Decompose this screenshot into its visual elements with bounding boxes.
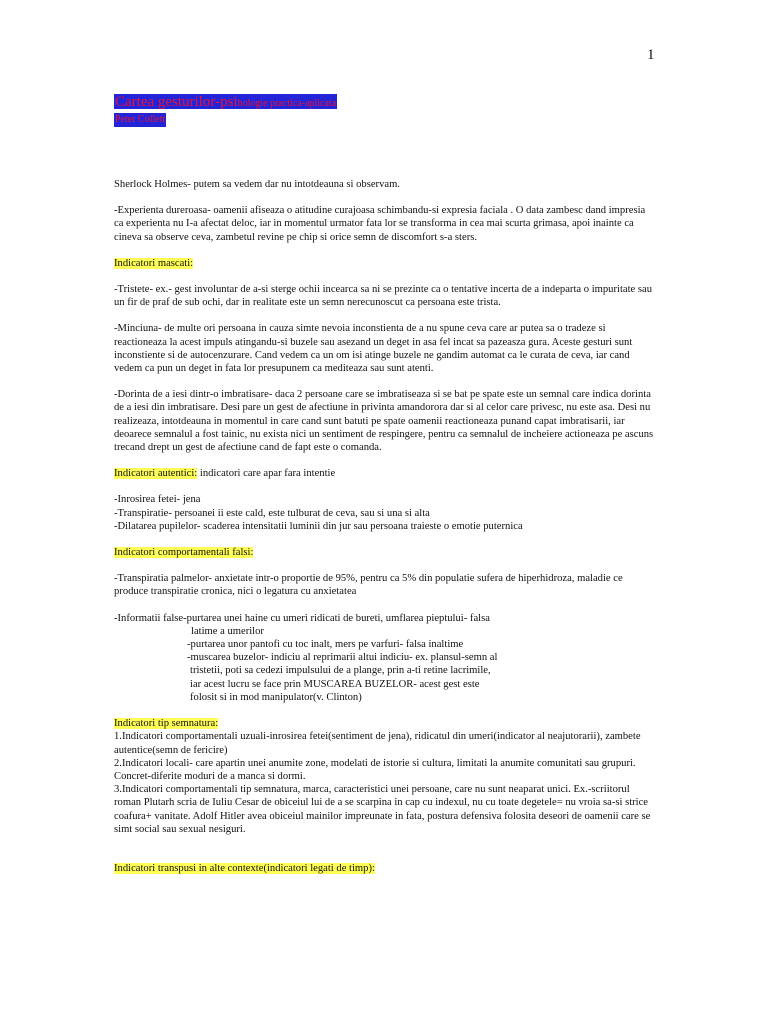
item-dilatarea: -Dilatarea pupilelor- scaderea intensitatii luminii din jur sau persoana traieste o emotie puternica (114, 520, 523, 532)
paragraph-autentici (114, 467, 654, 480)
title-main-small: hologie practica-aplicata (237, 98, 337, 109)
paragraph-experienta: -Experienta dureroasa- oamenii afiseaza o atitudine curajoasa schimbandu-si expresia faciala . O data zambesc dand impresia ca experienta nu I-a afectat deloc, iar in momentul urmator fata lor se transforma in cea mai scurta grimasa, apoi inainte ca cineva sa observe ceva, zambetul revine pe chip si orice semn de discomfort s-a sters. (114, 205, 646, 243)
heading-indicatori-transpusi: Indicatori transpusi in alte contexte(indicatori legati de timp): (114, 862, 375, 874)
item-informatii-3: -purtarea unor pantofi cu toc inalt, mers pe varfuri- falsa inaltime (187, 639, 464, 651)
item-informatii-1: -Informatii false-purtarea unei haine cu umeri ridicati de bureti, umflarea pieptului- falsa (114, 612, 490, 624)
heading-indicatori-autentici: Indicatori autentici: (114, 468, 198, 480)
document-author: Peter Collett (115, 114, 166, 125)
heading-indicatori-falsi: Indicatori comportamentali falsi: (114, 547, 254, 559)
autentici-description: indicatori care apar fara intentie (197, 468, 336, 480)
paragraph-palmelor: -Transpiratia palmelor- anxietate intr-o proportie de 95%, pentru ca 5% din populatie sufera de hiperhidroza, maladie ce produce transpiratie cronica, nici o legatura cu anxietatea (114, 573, 623, 598)
item-informatii-2: latime a umerilor (191, 625, 264, 637)
document-title-block (114, 95, 337, 127)
item-inrosirea: -Inrosirea fetei- jena (114, 494, 201, 506)
item-informatii-7: folosit si in mod manipulator(v. Clinton) (190, 691, 362, 703)
paragraph-minciuna: -Minciuna- de multe ori persoana in cauza simte nevoia inconstienta de a nu spune ceva care ar putea sa o tradeze si reactioneaza la acest impuls atingandu-si buzele sau asezand un deget in asa fel incat sa pazeasza gura. Aceste gesturi sunt inconstiente si de autocenzurare. Cand vedem ca un om isi atinge buzele ne gandim automat ca le curata de ceva, iar cand vedem ca pun un deget in fata lor presupunem ca mediteaza sau sunt atenti. (114, 323, 633, 375)
paragraph-dorinta: -Dorinta de a iesi dintr-o imbratisare- daca 2 persoane care se imbratiseaza si se bat pe spate este un semnal care indica dorinta de a iesi din imbratisare. Desi pare un gest de afectiune in privinta amandorora dar si al celor care privesc, nu este asa. Desi nu realizeaza, intotdeauna in momentul in care cand sunt batuti pe spate oamenii reactioneaza punand capat imbratisarii, iar deoarece semnalul a fost tainic, nu exista nici un sentiment de respingere, pentru ca semnalul de incheiere actioneaza pe ascuns trecand drept un gest de afectiune cand de fapt este o comanda. (114, 389, 654, 454)
item-informatii-6: iar acest lucru se face prin MUSCAREA BUZELOR- acest gest este (190, 678, 480, 690)
page-number: 1 (647, 47, 655, 63)
item-semnatura-2: 2.Indicatori locali- care apartin unei anumite zone, modelati de istorie si cultura, limitati la anumite comunitati sau grupuri. Concret-diferite moduri de a manca si dormi. (114, 757, 636, 782)
title-main-large: Cartea gesturilor-psi (115, 94, 238, 110)
document-body (114, 178, 654, 875)
item-informatii-5: tristetii, poti sa cedezi impulsului de a plange, prin a-ti retine lacrimile, (190, 665, 491, 677)
heading-indicatori-semnatura: Indicatori tip semnatura: (114, 718, 219, 730)
item-informatii-4: -muscarea buzelor- indiciu al reprimarii altui indiciu- ex. plansul-semn al (187, 652, 498, 664)
heading-indicatori-mascati: Indicatori mascati: (114, 257, 194, 269)
item-semnatura-3: 3.Indicatori comportamentali tip semnatura, marca, caracteristici unei persoane, care nu sunt neaparat unici. Ex.-scriitorul roman Plutarh scria de Iuliu Cesar de obiceiul lui de a se scarpina in cap cu indexul, nu cu toate degetele= nu vroia sa-si strice coafura+ vanitate. Adolf Hitler avea obiceiul mainilor impreunate in fata, postura defensiva folosita deseori de oamenii care se simt social sau sexual nesiguri. (114, 784, 651, 835)
item-semnatura-1: 1.Indicatori comportamentali uzuali-inrosirea fetei(sentiment de jena), ridicatul din umeri(indicator al neajutorarii), zambete autentice(semn de fericire) (114, 731, 641, 756)
document-title (114, 95, 337, 111)
item-transpiratie: -Transpiratie- persoanei ii este cald, este tulburat de ceva, sau si una si alta (114, 507, 430, 519)
paragraph-sherlock: Sherlock Holmes- putem sa vedem dar nu intotdeauna si observam. (114, 179, 400, 190)
paragraph-tristete: -Tristete- ex.- gest involuntar de a-si sterge ochii incearca sa ni se prezinte ca o tentative incerta de a indeparta o impuritate sau un fir de praf de sub ochi, dar in realitate este un semn nerecunoscut ca persoana este trista. (114, 284, 653, 309)
